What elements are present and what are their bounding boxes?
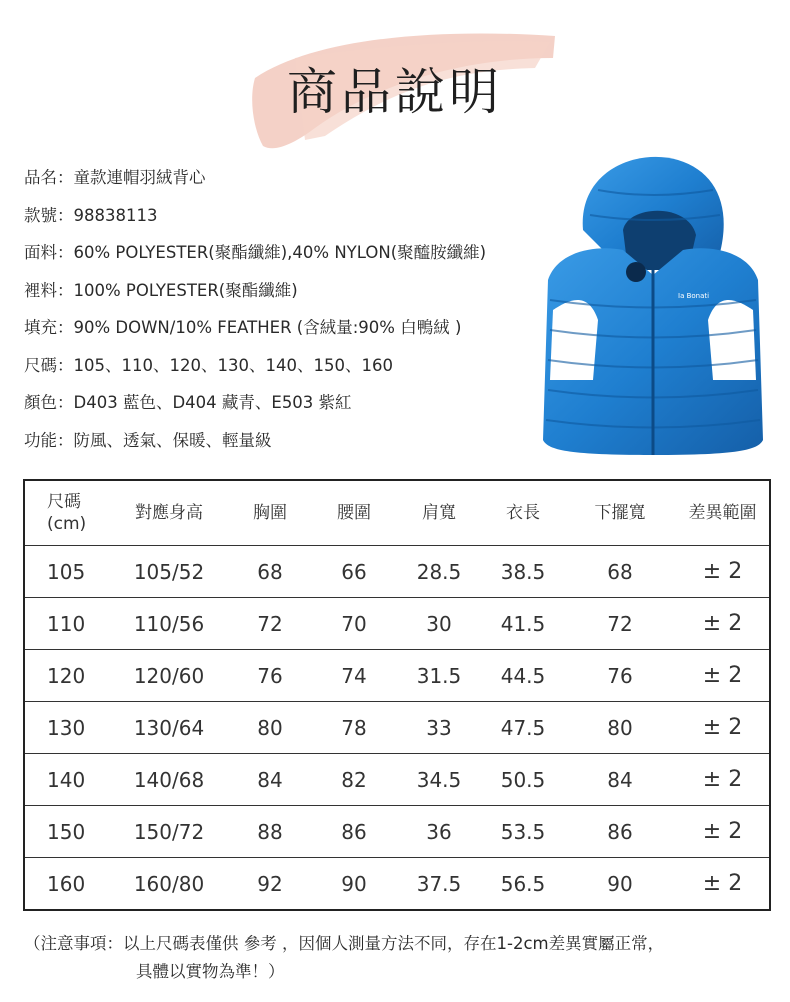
spec-label: 填充	[24, 318, 57, 337]
spec-item	[24, 202, 544, 240]
svg-text:Ia Bonati: Ia Bonati	[678, 292, 710, 300]
cell-size: 120	[24, 650, 110, 702]
cell-size: 105	[24, 546, 110, 598]
table-row	[24, 702, 770, 754]
cell-chest: 68	[228, 546, 312, 598]
spec-item	[24, 314, 544, 352]
cell-size: 110	[24, 598, 110, 650]
spec-item	[24, 352, 544, 390]
cell-tolerance: ± 2	[676, 650, 770, 702]
cell-length: 50.5	[482, 754, 564, 806]
spec-label: 款號	[24, 205, 57, 225]
cell-shoulder: 34.5	[396, 754, 482, 806]
note-line-1: （注意事項：以上尺碼表僅供 參考 ，因個人測量方法不同，存在1-2cm差異實屬正常，	[24, 934, 665, 953]
spec-value: 98838113	[73, 205, 158, 225]
spec-colon: ：	[57, 318, 74, 337]
product-vest-image	[528, 150, 778, 470]
header-size	[24, 480, 110, 546]
spec-colon: ：	[57, 355, 74, 375]
cell-tolerance: ± 2	[676, 598, 770, 650]
cell-length: 47.5	[482, 702, 564, 754]
cell-hem: 72	[564, 598, 676, 650]
cell-hem: 80	[564, 702, 676, 754]
cell-size: 150	[24, 806, 110, 858]
cell-tolerance: ± 2	[676, 702, 770, 754]
note-line-2: 具體以實物為準！）	[136, 962, 285, 981]
spec-value: 105、110、120、130、140、150、160	[73, 355, 393, 375]
cell-shoulder: 37.5	[416, 871, 462, 896]
cell-tolerance: ± 2	[676, 546, 770, 598]
cell-hem: 76	[564, 650, 676, 702]
spec-label: 顏色	[24, 393, 57, 412]
cell-height: 105/52	[110, 546, 228, 598]
spec-colon: ：	[57, 393, 74, 412]
size-chart-table	[23, 479, 771, 911]
cell-shoulder: 33	[396, 702, 482, 754]
cell-length: 38.5	[482, 546, 564, 598]
cell-height: 110/56	[110, 598, 228, 650]
cell-waist: 78	[312, 702, 396, 754]
table-row	[24, 546, 770, 598]
spec-item	[24, 164, 544, 202]
cell-length: 56.5	[500, 871, 546, 896]
spec-item	[24, 389, 544, 427]
cell-tolerance: ± 2	[676, 806, 770, 858]
cell-size: 160	[47, 871, 86, 896]
table-row	[24, 754, 770, 806]
cell-height: 140/68	[110, 754, 228, 806]
header-shoulder: 肩寬	[396, 480, 482, 546]
cell-length: 44.5	[482, 650, 564, 702]
cell-chest: 88	[228, 806, 312, 858]
cell-hem: 68	[564, 546, 676, 598]
table-row	[24, 650, 770, 702]
cell-tolerance: ± 2	[702, 871, 743, 896]
page-title: 商品說明	[287, 63, 503, 121]
spec-item	[24, 277, 544, 315]
spec-value: 90% DOWN/10% FEATHER (含絨量:90% 白鴨絨 )	[73, 318, 462, 337]
header-hem: 下擺寬	[564, 480, 676, 546]
cell-shoulder: 31.5	[396, 650, 482, 702]
cell-shoulder: 28.5	[396, 546, 482, 598]
cell-size: 140	[24, 754, 110, 806]
cell-length: 53.5	[482, 806, 564, 858]
spec-colon: ：	[57, 168, 74, 187]
cell-hem: 86	[564, 806, 676, 858]
size-chart-header-row	[24, 480, 770, 546]
header-waist: 腰圍	[312, 480, 396, 546]
cell-waist: 90	[341, 871, 367, 896]
spec-value: 100% POLYESTER(聚酯纖維)	[73, 280, 298, 300]
header-height: 對應身高	[110, 480, 228, 546]
header-tolerance: 差異範圍	[676, 480, 770, 546]
spec-colon: ：	[57, 430, 74, 450]
cell-shoulder: 36	[396, 806, 482, 858]
spec-colon: ：	[57, 280, 74, 300]
cell-waist: 66	[312, 546, 396, 598]
cell-waist: 86	[312, 806, 396, 858]
cell-height: 120/60	[110, 650, 228, 702]
page-header	[0, 0, 790, 170]
size-note	[24, 930, 784, 986]
header-chest: 胸圍	[228, 480, 312, 546]
cell-length: 41.5	[482, 598, 564, 650]
cell-size: 130	[24, 702, 110, 754]
table-row	[24, 598, 770, 650]
table-row	[24, 858, 770, 911]
spec-item	[24, 427, 544, 465]
header-size-unit: (cm)	[47, 514, 87, 534]
cell-shoulder: 30	[396, 598, 482, 650]
spec-label: 尺碼	[24, 355, 57, 375]
spec-value: 防風、透氣、保暖、輕量級	[73, 430, 272, 450]
cell-waist: 74	[312, 650, 396, 702]
cell-hem: 90	[607, 871, 633, 896]
spec-list	[24, 164, 544, 464]
spec-colon: ：	[57, 205, 74, 225]
spec-colon: ：	[57, 243, 74, 262]
spec-label: 品名	[24, 168, 57, 187]
cell-chest: 84	[228, 754, 312, 806]
cell-waist: 70	[312, 598, 396, 650]
cell-chest: 76	[228, 650, 312, 702]
cell-chest: 92	[257, 871, 283, 896]
spec-label: 裡料	[24, 280, 57, 300]
cell-waist: 82	[312, 754, 396, 806]
cell-height: 130/64	[110, 702, 228, 754]
spec-value: 童款連帽羽絨背心	[73, 168, 206, 187]
cell-height: 160/80	[133, 871, 205, 896]
header-size-label: 尺碼	[47, 492, 81, 512]
spec-value: 60% POLYESTER(聚酯纖維),40% NYLON(聚醯胺纖維)	[73, 243, 487, 262]
cell-chest: 80	[228, 702, 312, 754]
spec-label: 功能	[24, 430, 57, 450]
cell-hem: 84	[564, 754, 676, 806]
spec-item	[24, 239, 544, 277]
cell-height: 150/72	[110, 806, 228, 858]
spec-label: 面料	[24, 243, 57, 262]
header-length: 衣長	[482, 480, 564, 546]
table-row	[24, 806, 770, 858]
cell-tolerance: ± 2	[676, 754, 770, 806]
cell-chest: 72	[228, 598, 312, 650]
spec-value: D403 藍色、D404 藏青、E503 紫紅	[73, 393, 352, 412]
